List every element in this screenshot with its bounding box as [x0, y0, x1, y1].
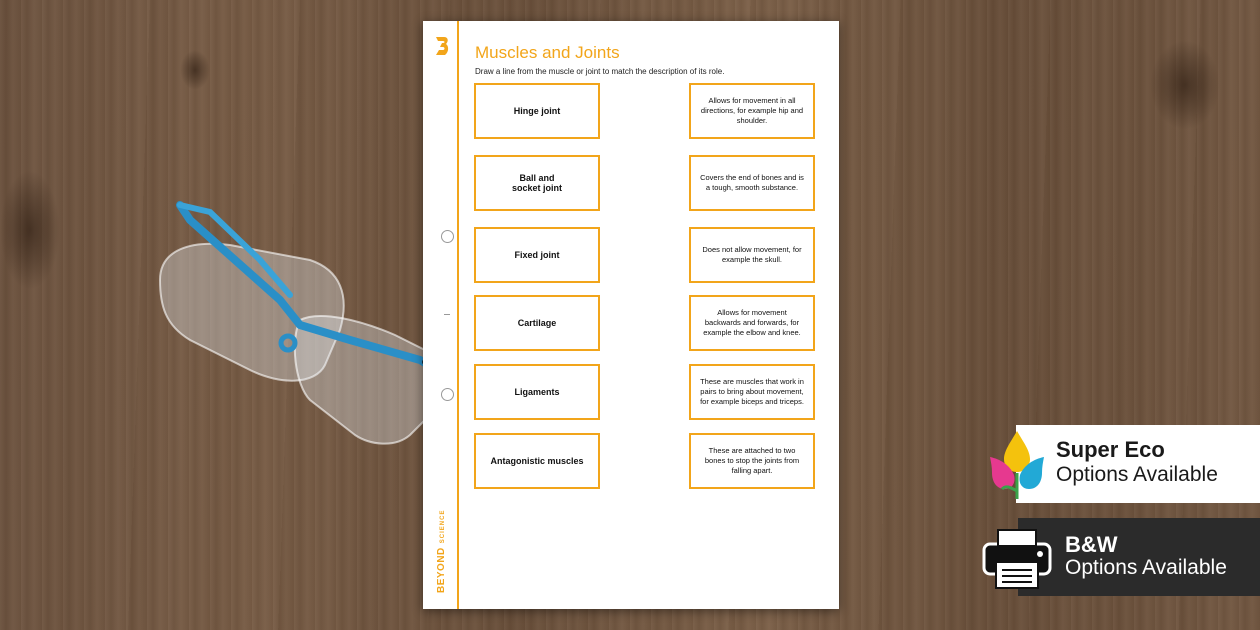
description-text: Allows for movement backwards and forwards, for example the elbow and knee. [703, 308, 801, 337]
term-label: Cartilage [517, 318, 557, 328]
wood-knot [0, 170, 60, 290]
worksheet-title: Muscles and Joints [475, 43, 620, 62]
description-card [689, 295, 815, 351]
beyond-logo-icon [434, 35, 450, 57]
worksheet-instruction: Draw a line from the muscle or joint to match the description of its role. [475, 67, 725, 76]
bw-badge [1018, 518, 1260, 596]
super-eco-subtitle: Options Available [1056, 463, 1218, 486]
brand-label [431, 510, 449, 593]
worksheet-page [423, 21, 839, 609]
term-card [474, 83, 600, 139]
description-card [689, 155, 815, 211]
bw-subtitle: Options Available [1065, 556, 1227, 579]
description-card [689, 83, 815, 139]
description-text: These are muscles that work in pairs to bring about movement, for example biceps and triceps. [700, 377, 804, 406]
term-label: Fixed joint [514, 250, 560, 260]
term-card [474, 295, 600, 351]
description-text: These are attached to two bones to stop the joints from falling apart. [704, 446, 800, 475]
bw-title: B&W [1065, 532, 1118, 557]
term-label: Ligaments [514, 387, 560, 397]
description-card [689, 227, 815, 283]
wood-knot [180, 50, 210, 90]
description-text: Covers the end of bones and is a tough, smooth substance. [700, 173, 804, 192]
super-eco-title: Super Eco [1056, 437, 1165, 462]
term-card [474, 364, 600, 420]
brand-main: BEYOND [436, 547, 447, 593]
margin-tick [444, 314, 450, 315]
term-card [474, 227, 600, 283]
term-label: Ball and socket joint [511, 173, 562, 193]
brand-sub: SCIENCE [440, 509, 446, 544]
description-card [689, 433, 815, 489]
description-text: Allows for movement in all directions, for example hip and shoulder. [700, 96, 804, 125]
punch-hole [441, 388, 454, 401]
printer-icon [982, 526, 1052, 590]
term-card [474, 433, 600, 489]
wood-knot [1150, 40, 1220, 130]
term-label: Hinge joint [513, 106, 561, 116]
description-card [689, 364, 815, 420]
description-text: Does not allow movement, for example the skull. [702, 245, 802, 264]
margin-line [457, 21, 459, 609]
term-label: Antagonistic muscles [490, 456, 584, 466]
safety-glasses-image [150, 200, 460, 450]
punch-hole [441, 230, 454, 243]
ink-drops-icon [986, 429, 1048, 501]
super-eco-badge [1016, 425, 1260, 503]
term-card [474, 155, 600, 211]
